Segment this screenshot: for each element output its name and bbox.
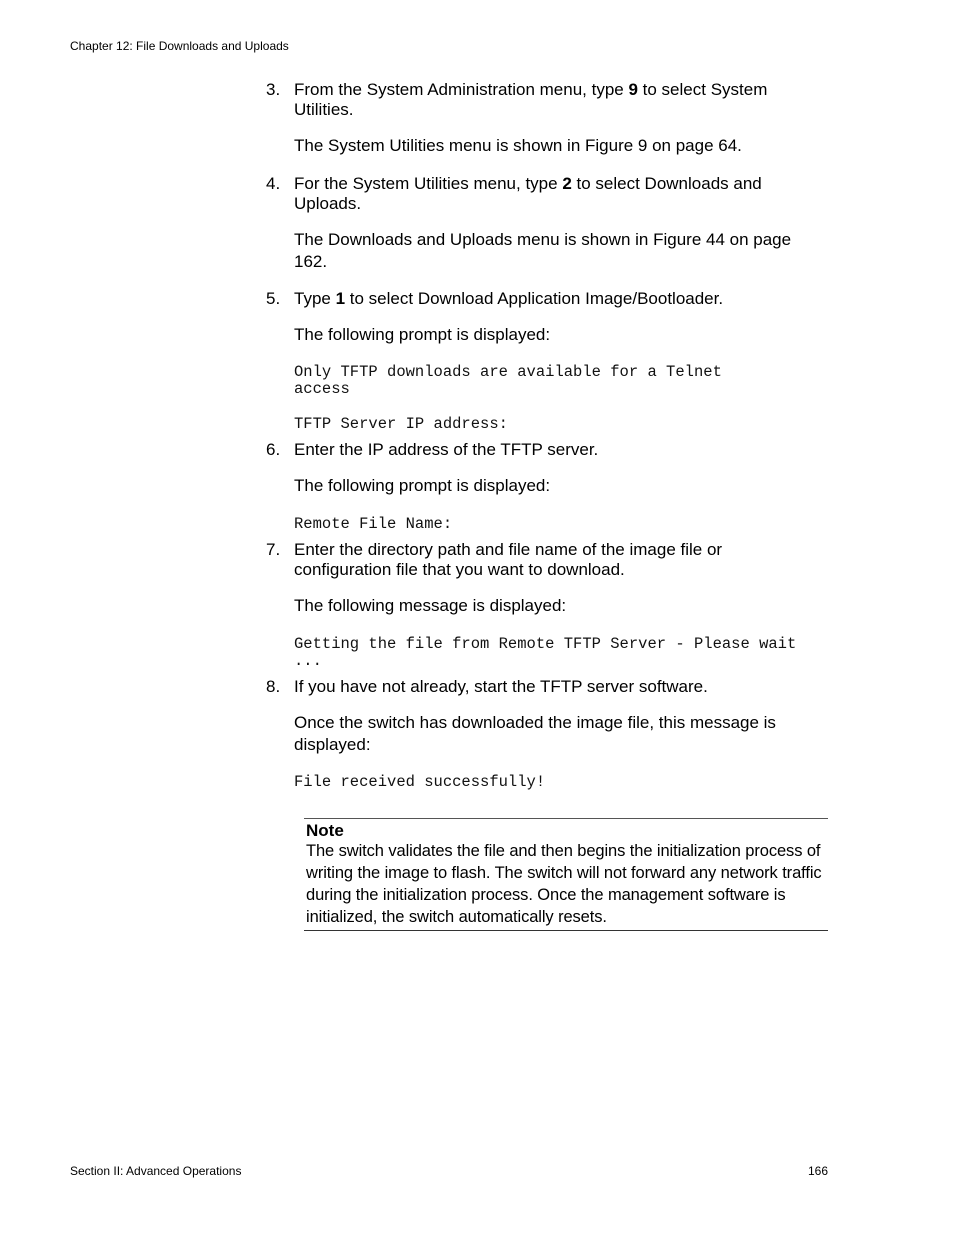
key-value: 1 (335, 289, 346, 308)
running-header: Chapter 12: File Downloads and Uploads (70, 39, 289, 53)
code-output: Remote File Name: (294, 515, 453, 533)
step-result: The System Utilities menu is shown in Figure 9 on page 64. (294, 136, 742, 155)
step-result: The following prompt is displayed: (294, 325, 551, 344)
step-instruction: Enter the directory path and file name of the image file or configuration file that you want to download. (294, 540, 723, 579)
step-instruction: For the System Utilities menu, type 2 to select Downloads and Uploads. (294, 174, 762, 213)
step-number: 7. (266, 540, 281, 559)
step-result: The Downloads and Uploads menu is shown in Figure 44 on page 162. (294, 230, 792, 271)
code-output: File received successfully! (294, 773, 546, 791)
step-instruction: Enter the IP address of the TFTP server. (294, 440, 599, 459)
step-instruction: If you have not already, start the TFTP server software. (294, 677, 708, 696)
step-number: 6. (266, 440, 281, 459)
step-result: The following prompt is displayed: (294, 476, 551, 495)
note-title: Note (306, 821, 344, 840)
step-number: 8. (266, 677, 281, 696)
code-output: TFTP Server IP address: (294, 415, 508, 433)
code-output: Only TFTP downloads are available for a Telnet access (294, 363, 732, 398)
step-instruction: From the System Administration menu, type 9 to select System Utilities. (294, 80, 768, 119)
step-number: 5. (266, 289, 281, 308)
code-output: Getting the file from Remote TFTP Server - Please wait ... (294, 635, 806, 670)
step-instruction: Type 1 to select Download Application Image/Bootloader. (294, 289, 724, 308)
step-number: 4. (266, 174, 281, 193)
step-number: 3. (266, 80, 281, 99)
step-result: The following message is displayed: (294, 596, 567, 615)
key-value: 9 (628, 80, 638, 99)
key-value: 2 (562, 174, 572, 193)
page-number: 166 (807, 1164, 828, 1178)
note-body: The switch validates the file and then begins the initialization process of writing the image to flash. The switch will not forward any network traffic during the initialization process. Once the management software is initialized, the switch automatically resets. (306, 842, 822, 926)
step-result: Once the switch has downloaded the image file, this message is displayed: (294, 713, 776, 754)
footer-section: Section II: Advanced Operations (70, 1164, 242, 1178)
note-box (304, 818, 828, 931)
